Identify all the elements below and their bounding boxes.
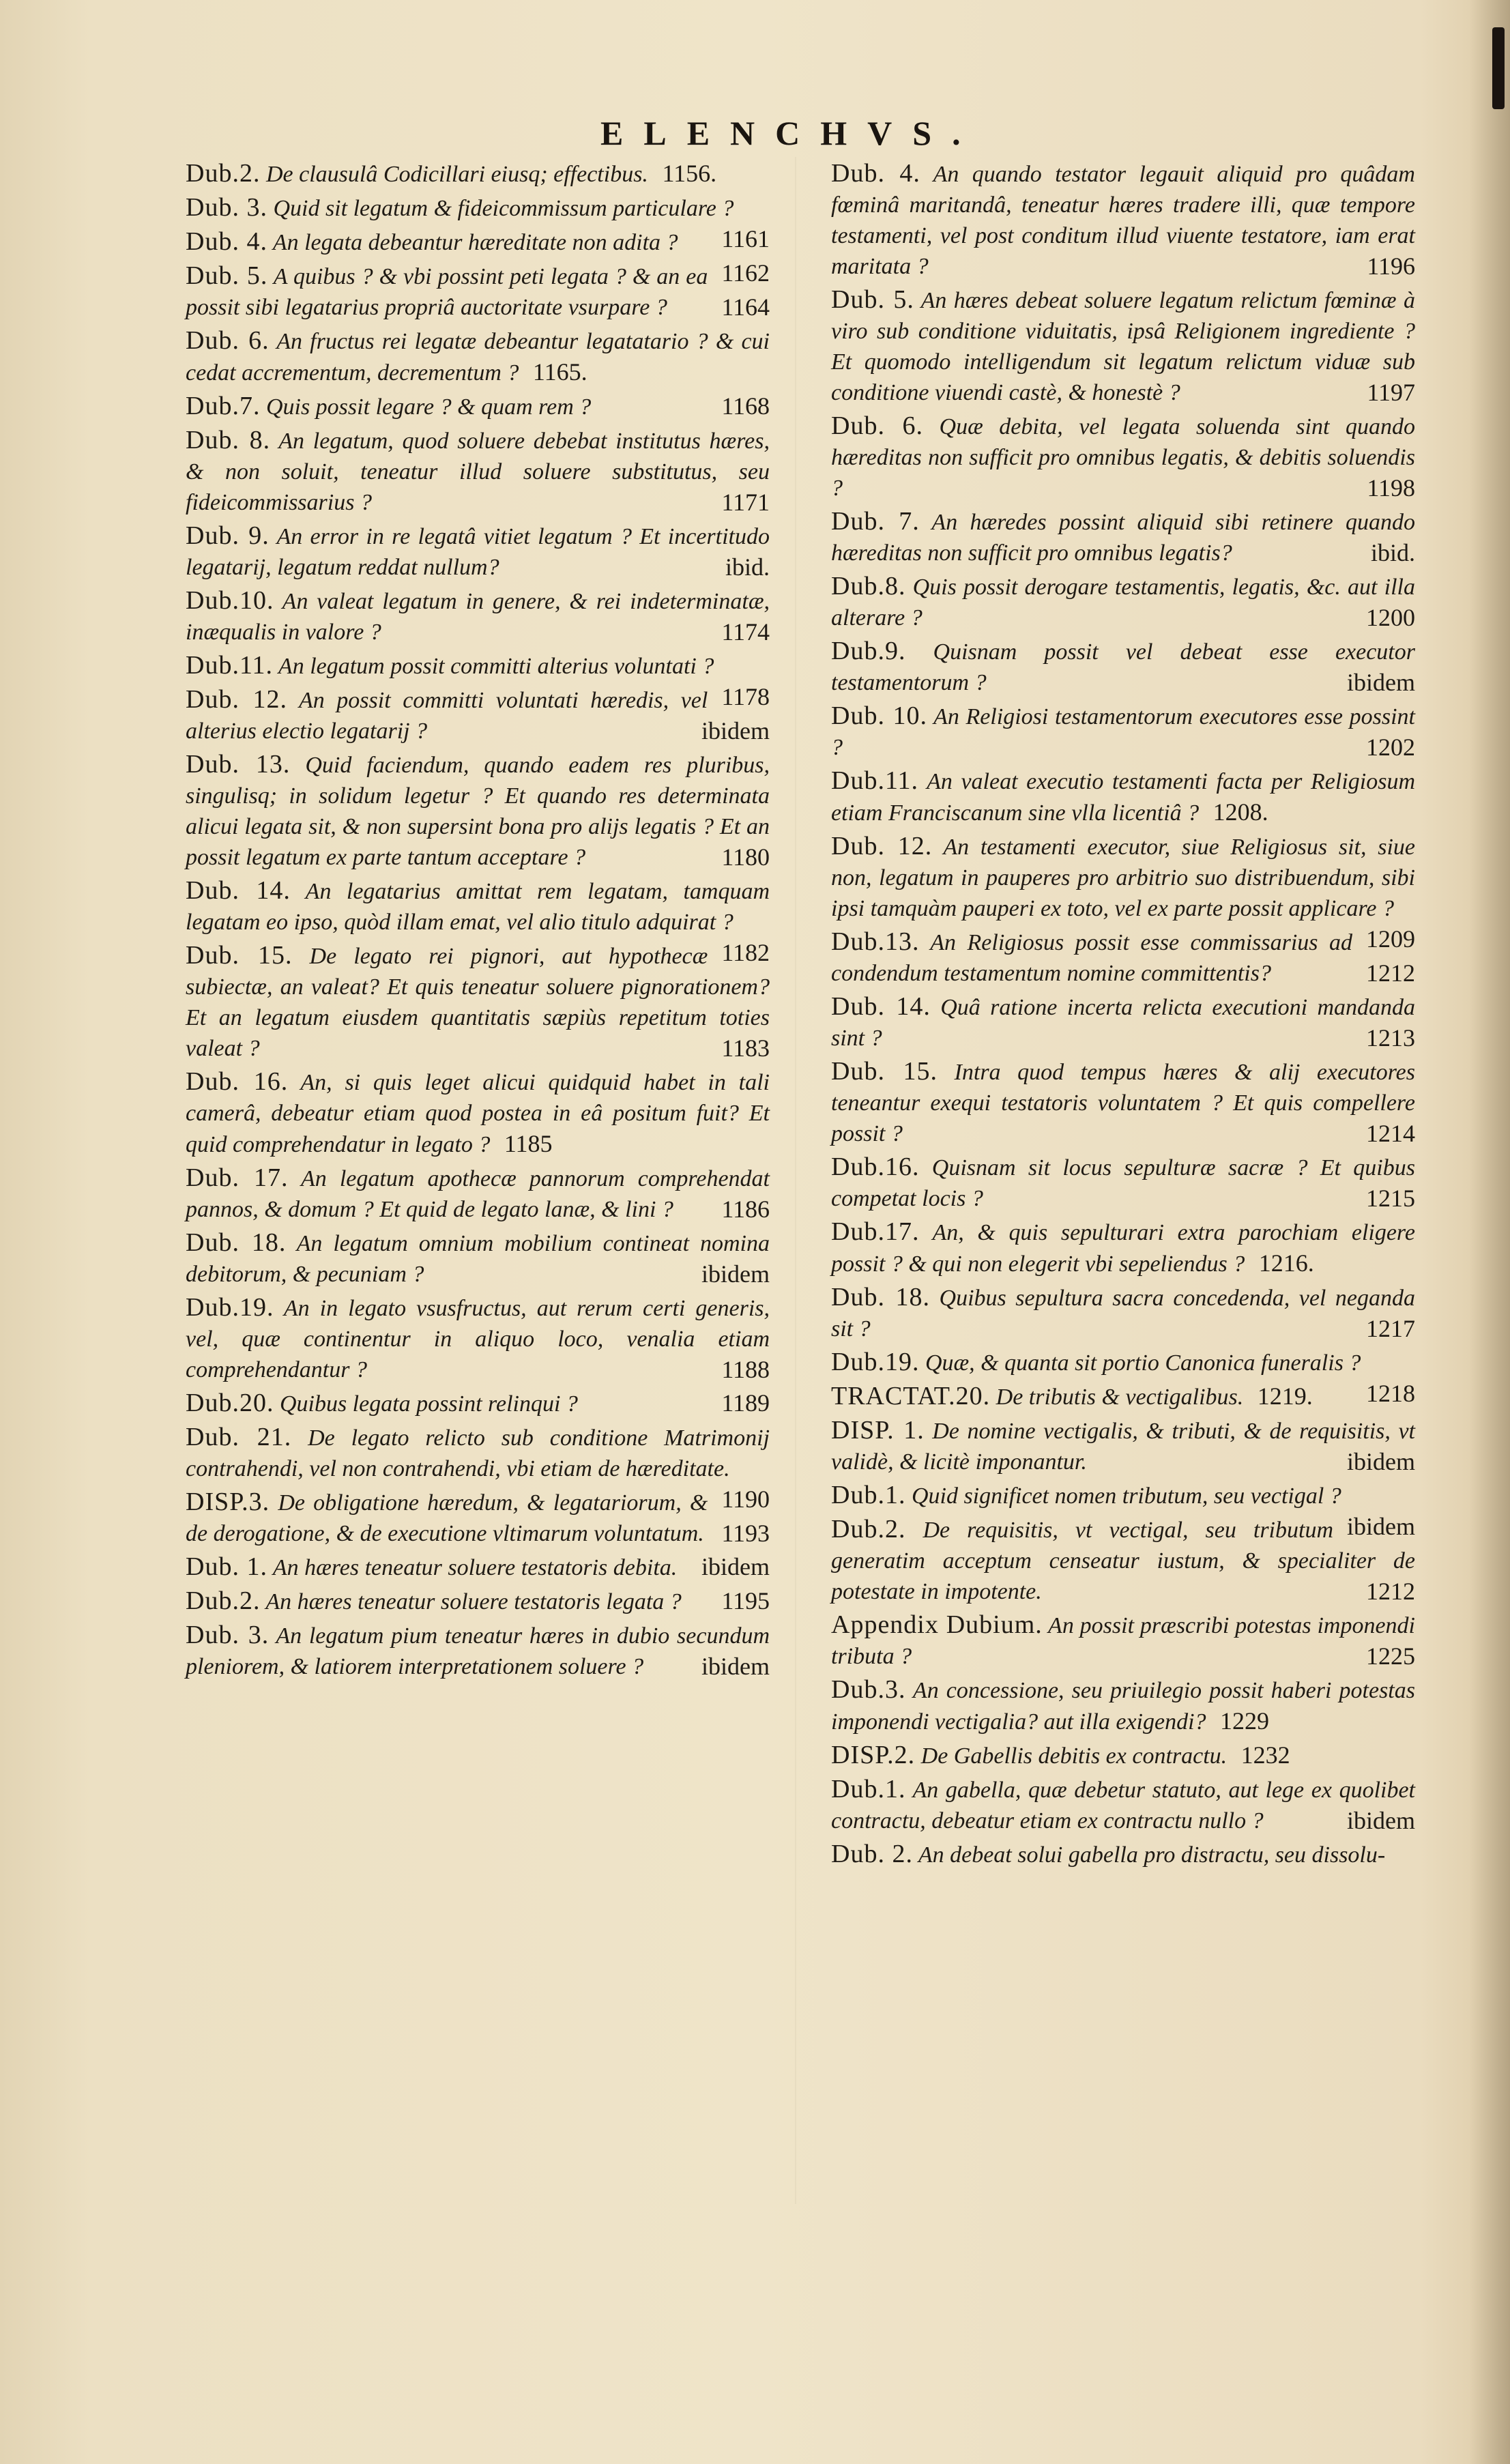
entry-title: De Gabellis debitis ex contractu. [915, 1743, 1233, 1769]
entry-title: An quando testator legauit aliquid pro quâdam fœminâ maritandâ, teneatur hæres tradere illi, quæ tempore testamenti, vel post conditum illud viuente testatore, iam erat maritata ? [831, 162, 1415, 279]
entry-title: An, & quis sepulturari extra parochiam eligere possit ? & qui non elegerit vbi sepeliendus ? [831, 1220, 1415, 1277]
entry-title: An Religiosus possit esse commissarius ad condendum testamentum nomine committentis? [831, 930, 1352, 986]
entry-page-number: 1214 [1366, 1120, 1415, 1147]
entry-label: Dub.1. [831, 1481, 906, 1509]
index-entry [831, 1774, 1415, 1836]
page-edge-shadow [1469, 0, 1510, 2464]
entry-title: An legatarius amittat rem legatam, tamquam legatam eo ipso, quòd illam emat, vel alio titulo adquirat ? [186, 879, 770, 935]
index-entry [831, 1610, 1415, 1672]
running-title: ELENCHVS. [600, 114, 981, 152]
entry-title: An, si quis leget alicui quidquid habet in tali camerâ, debeatur etiam quod postea in eâ positum fuit? Et quid comprehendatur in legato ? [186, 1070, 770, 1157]
entry-label: Dub. 2. [831, 1840, 913, 1868]
index-entry [186, 391, 770, 422]
entry-title: De nomine vectigalis, & tributi, & de requisitis, vt validè, & licitè imponantur. [831, 1419, 1415, 1475]
index-entry [186, 1586, 770, 1617]
entry-title: Quisnam possit vel debeat esse executor testamentorum ? [831, 639, 1415, 695]
index-entry [831, 1839, 1415, 1870]
entry-title: An hæredes possint aliquid sibi retinere quando hæreditas non sufficit pro omnibus legatis? [831, 510, 1415, 566]
entry-title: De obligatione hæredum, & legatariorum, & de derogatione, & de executione vltimarum voluntatum. [186, 1490, 708, 1546]
entry-label: Dub. 6. [831, 411, 923, 440]
index-entry [186, 1228, 770, 1290]
entry-label: DISP.2. [831, 1741, 916, 1769]
entry-title: Quibus sepultura sacra concedenda, vel neganda sit ? [831, 1286, 1415, 1342]
index-entry [186, 585, 770, 648]
index-entry [186, 1163, 770, 1225]
entry-page-number: 1168 [721, 392, 770, 420]
entry-label: Dub. 8. [186, 426, 271, 454]
index-entry [831, 636, 1415, 698]
entry-label: Dub. 9. [186, 521, 270, 550]
entry-label: Dub. 17. [186, 1163, 289, 1192]
entry-title: Quisnam sit locus sepulturæ sacræ ? Et quibus competat locis ? [831, 1155, 1415, 1211]
index-entry [831, 991, 1415, 1054]
entry-title: De legato relicto sub conditione Matrimonij contrahendi, vel non contrahendi, vbi etiam de hæreditate. [186, 1425, 770, 1481]
entry-label: Dub. 3. [186, 1621, 270, 1649]
entry-label: Dub. 12. [186, 685, 288, 714]
entry-title: Quid sit legatum & fideicommissum particulare ? [267, 196, 734, 221]
index-entry [831, 158, 1415, 282]
entry-label: Dub.2. [186, 159, 261, 188]
index-entry [186, 1620, 770, 1682]
entry-title: De legato rei pignori, aut hypothecæ subiectæ, an valeat? Et quis teneatur soluere pignorationem? Et an legatum eiusdem quantitatis sæpiùs repetitum toties valeat ? [186, 944, 770, 1061]
entry-page-number: 1197 [1367, 379, 1415, 406]
entry-label: Dub. 5. [186, 261, 268, 290]
entry-title: Quæ debita, vel legata soluenda sint quando hæreditas non sufficit pro omnibus legatis, & debitis soluendis ? [831, 414, 1415, 501]
entry-page-number: 1185 [504, 1130, 553, 1157]
entry-page-number: 1161 [721, 225, 770, 252]
entry-title: An valeat executio testamenti facta per Religiosum etiam Franciscanum sine vlla licentiâ ? [831, 769, 1415, 826]
entry-page-number: 1186 [721, 1195, 770, 1223]
entry-label: Dub. 12. [831, 832, 933, 860]
entry-page-number: ibid. [1370, 539, 1415, 566]
index-entry [186, 158, 770, 190]
entry-label: Dub.9. [831, 637, 906, 665]
entry-label: Dub.2. [186, 1586, 261, 1615]
entry-title: De tributis & vectigalibus. [990, 1385, 1249, 1410]
entry-label: Dub.11. [831, 766, 919, 795]
entry-page-number: 1174 [721, 618, 770, 646]
entry-label: Dub.1. [831, 1775, 906, 1803]
entry-label: Dub. 4. [831, 159, 920, 188]
index-entry [831, 1415, 1415, 1477]
entry-page-number: 1189 [721, 1389, 770, 1417]
index-entry [186, 1552, 770, 1583]
entry-page-number: ibidem [1347, 1807, 1415, 1834]
entry-label: Dub.2. [831, 1515, 906, 1543]
entry-page-number: ibidem [701, 717, 770, 744]
entry-page-number: 1202 [1366, 734, 1415, 761]
entry-label: Dub. 13. [186, 750, 291, 779]
entry-title: An legatum apothecæ pannorum comprehendat pannos, & domum ? Et quid de legato lanæ, & lini ? [186, 1166, 770, 1222]
entry-page-number: 1190 [721, 1485, 770, 1513]
entry-page-number: ibidem [701, 1260, 770, 1288]
index-entry [186, 1388, 770, 1419]
entry-page-number: 1156. [662, 160, 717, 187]
entry-title: An legatum possit committi alterius voluntati ? [273, 654, 714, 679]
entry-label: Dub.3. [831, 1675, 906, 1704]
page-tab-mark [1492, 27, 1505, 109]
entry-page-number: 1218 [1366, 1380, 1415, 1407]
entry-page-number: 1215 [1366, 1185, 1415, 1212]
entry-title: An fructus rei legatæ debeantur legatatario ? & cui cedat accrementum, decrementum ? [186, 329, 770, 386]
entry-page-number: 1219. [1257, 1382, 1313, 1410]
entry-title: An legatum omnium mobilium contineat nomina debitorum, & pecuniam ? [186, 1231, 770, 1287]
entry-page-number: 1212 [1366, 959, 1415, 987]
entry-title: Quid faciendum, quando eadem res pluribus, singulisq; in solidum legetur ? Et quando res determinata alicui legata sit, & non supersint bona pro alijs legatis ? Et an possit legatum ex parte tantum acceptare ? [186, 753, 770, 870]
entry-title: An legatum, quod soluere debebat institutus hæres, & non soluit, teneatur illud soluere substitutus, seu fideicommissarius ? [186, 429, 770, 515]
entry-title: An legatum pium teneatur hæres in dubio secundum pleniorem, & latiorem interpretationem soluere ? [186, 1623, 770, 1679]
index-entry [186, 425, 770, 518]
entry-label: Dub. 6. [186, 326, 270, 355]
entry-label: Dub. 15. [831, 1057, 938, 1086]
entry-title: De requisitis, vt vectigal, seu tributum generatim acceptum censeatur iustum, & specialiter de potestate in impotente. [831, 1518, 1415, 1604]
index-entry [831, 571, 1415, 633]
entry-title: An gabella, quæ debetur statuto, aut lege ex quolibet contractu, debeatur etiam ex contractu nullo ? [831, 1778, 1415, 1833]
index-entry [831, 411, 1415, 504]
entry-title: Quibus legata possint relinqui ? [274, 1391, 578, 1417]
entry-title: Intra quod tempus hæres & alij executores teneantur exequi testatoris voluntatem ? Et quis compellere possit ? [831, 1060, 1415, 1146]
entry-label: Dub. 1. [186, 1552, 267, 1581]
entry-page-number: 1208. [1213, 798, 1268, 826]
entry-title: Quæ, & quanta sit portio Canonica funeralis ? [919, 1350, 1361, 1376]
entry-title: An concessione, seu priuilegio possit haberi potestas imponendi vectigalia? aut illa exigendi? [831, 1678, 1415, 1735]
entry-label: Dub. 10. [831, 701, 928, 730]
entry-page-number: ibidem [1347, 669, 1415, 696]
index-entry [186, 1487, 770, 1549]
index-entry [186, 1067, 770, 1160]
index-entry [186, 1292, 770, 1385]
entry-title: An error in re legatâ vitiet legatum ? Et incertitudo legatarij, legatum reddat nullum? [186, 524, 770, 580]
index-entry [831, 285, 1415, 408]
entry-label: DISP. 1. [831, 1416, 925, 1445]
index-entry [831, 506, 1415, 568]
entry-title: A quibus ? & vbi possint peti legata ? & an ea possit sibi legatarius propriâ auctoritate vsurpare ? [186, 264, 708, 320]
entry-label: Dub.19. [831, 1348, 920, 1376]
entry-title: Quis possit derogare testamentis, legatis, &c. aut illa alterare ? [831, 575, 1415, 631]
entry-page-number: 1171 [721, 489, 770, 516]
index-entry [831, 701, 1415, 763]
entry-page-number: 1178 [721, 683, 770, 710]
index-entry [831, 927, 1415, 989]
entry-label: Dub.19. [186, 1293, 274, 1322]
entry-page-number: 1182 [721, 939, 770, 966]
entry-label: Dub.7. [186, 392, 261, 420]
entry-label: Dub. 5. [831, 285, 914, 314]
entry-label: Dub.20. [186, 1389, 274, 1417]
index-entry [831, 1740, 1415, 1771]
entry-page-number: ibidem [1347, 1513, 1415, 1540]
entry-page-number: 1217 [1366, 1315, 1415, 1342]
entry-page-number: 1164 [721, 293, 770, 321]
index-entry [186, 325, 770, 388]
left-column [186, 158, 770, 1685]
entry-title: An possit committi voluntati hæredis, vel alterius electio legatarij ? [186, 688, 708, 744]
entry-title: An Religiosi testamentorum executores esse possint ? [831, 704, 1415, 760]
entry-title: An possit præscribi potestas imponendi tributa ? [831, 1613, 1415, 1669]
column-gutter [795, 157, 796, 2204]
index-entry [186, 684, 770, 747]
entry-page-number: 1200 [1366, 604, 1415, 631]
entry-title: An valeat legatum in genere, & rei indeterminatæ, inæqualis in valore ? [186, 589, 770, 645]
entry-title: An hæres teneatur soluere testatoris debita. [267, 1555, 678, 1580]
index-entry [186, 940, 770, 1064]
entry-page-number: 1229 [1220, 1707, 1270, 1735]
entry-page-number: 1180 [721, 843, 770, 871]
entry-page-number: 1162 [721, 259, 770, 287]
entry-page-number: 1225 [1366, 1642, 1415, 1670]
entry-label: Dub.16. [831, 1153, 920, 1181]
entry-page-number: 1183 [721, 1034, 770, 1062]
entry-page-number: ibid. [725, 553, 770, 581]
entry-title: An debeat solui gabella pro distractu, seu dissolu- [912, 1842, 1386, 1868]
index-entry [186, 261, 770, 323]
entry-label: Dub. 21. [186, 1423, 292, 1451]
right-column [831, 158, 1415, 1873]
entry-label: Dub.13. [831, 927, 920, 956]
entry-page-number: ibidem [701, 1553, 770, 1580]
index-entry [186, 521, 770, 583]
entry-label: Dub.17. [831, 1217, 920, 1246]
entry-label: Dub. 3. [186, 193, 267, 222]
entry-title: An in legato vsusfructus, aut rerum certi generis, vel, quæ continentur in aliquo loco, venalia etiam comprehendantur ? [186, 1296, 770, 1382]
index-entry [831, 1514, 1415, 1607]
index-entry [831, 766, 1415, 828]
entry-title: An testamenti executor, siue Religiosus sit, siue non, legatum in pauperes pro arbitrio suo distribuendum, sibi ipsi tamquàm pauperi ex toto, vel ex parte possit applicare ? [831, 835, 1415, 921]
entry-label: Dub.10. [186, 586, 274, 615]
entry-label: Dub.8. [831, 572, 906, 600]
entry-label: Dub. 15. [186, 941, 293, 970]
entry-page-number: 1193 [721, 1520, 770, 1547]
entry-label: Dub. 14. [186, 876, 291, 905]
entry-page-number: 1209 [1366, 925, 1415, 953]
entry-label: DISP.3. [186, 1488, 270, 1516]
index-entry [831, 1217, 1415, 1279]
entry-label: Dub. 4. [186, 227, 267, 256]
entry-title: An hæres debeat soluere legatum relictum fœminæ à viro sub conditione viduitatis, ipsâ Religionem ingrediente ? Et quomodo intelligendum sit legatum relictum viduæ sub conditione viuendi castè, & honestè ? [831, 288, 1415, 405]
index-entry [831, 1381, 1415, 1412]
entry-label: Dub.11. [186, 651, 274, 680]
entry-page-number: ibidem [1347, 1448, 1415, 1475]
index-entry [831, 1675, 1415, 1737]
entry-page-number: ibidem [701, 1653, 770, 1680]
entry-page-number: 1232 [1240, 1741, 1290, 1769]
entry-label: Dub. 18. [831, 1283, 930, 1311]
entry-page-number: 1212 [1366, 1578, 1415, 1605]
entry-label: Dub. 18. [186, 1228, 287, 1257]
entry-title: De clausulâ Codicillari eiusq; effectibus. [260, 162, 654, 187]
entry-label: Dub. 16. [186, 1067, 289, 1096]
entry-title: An legata debeantur hæreditate non adita ? [267, 230, 678, 255]
entry-page-number: 1188 [721, 1356, 770, 1383]
entry-page-number: 1198 [1367, 474, 1415, 502]
entry-label: Dub. 7. [831, 507, 920, 536]
entry-label: Appendix Dubium. [831, 1610, 1043, 1639]
entry-label: TRACTAT.20. [831, 1382, 991, 1410]
entry-title: Quid significet nomen tributum, seu vectigal ? [905, 1483, 1341, 1509]
entry-title: An hæres teneatur soluere testatoris legata ? [260, 1589, 682, 1614]
entry-title: Quis possit legare ? & quam rem ? [260, 394, 592, 420]
entry-page-number: 1165. [532, 358, 587, 386]
entry-title: Quâ ratione incerta relicta executioni mandanda sint ? [831, 995, 1415, 1051]
index-entry [831, 1152, 1415, 1214]
entry-page-number: 1196 [1367, 252, 1415, 280]
entry-label: Dub. 14. [831, 992, 931, 1021]
entry-page-number: 1213 [1366, 1024, 1415, 1052]
entry-page-number: 1216. [1258, 1249, 1314, 1277]
index-entry [186, 749, 770, 873]
index-entry [831, 1056, 1415, 1149]
entry-page-number: 1195 [721, 1587, 770, 1614]
index-entry [831, 1282, 1415, 1344]
